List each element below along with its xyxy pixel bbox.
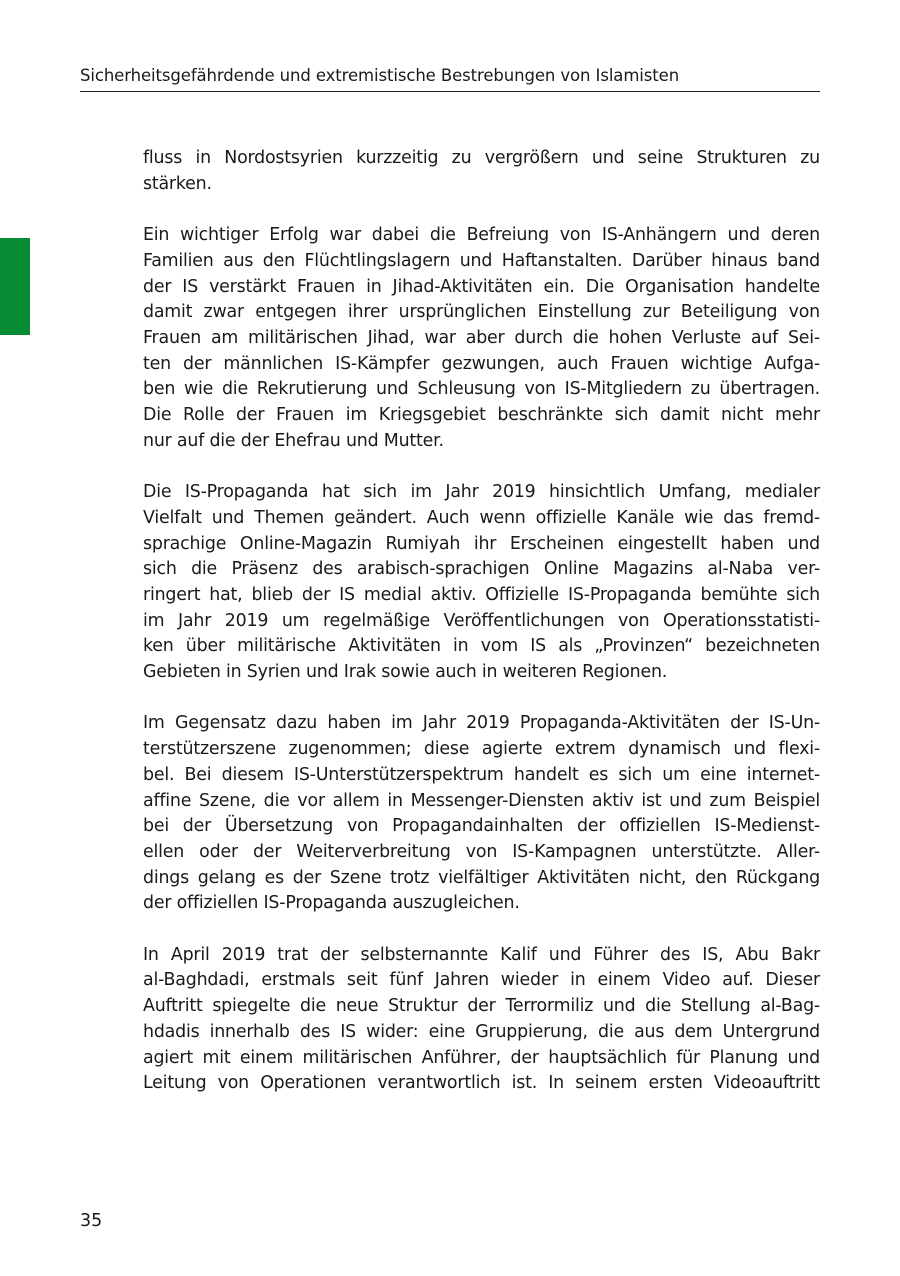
text-line: hdadis innerhalb des IS wider: eine Gruppierung, die aus dem Untergrund [143,1021,820,1042]
paragraph [143,711,820,917]
header-rule [80,91,820,92]
paragraph [143,480,820,686]
text-line: Auftritt spiegelte die neue Struktur der Terrormiliz und die Stellung al-Bag- [143,996,820,1017]
paragraph [143,943,820,1097]
text-line: der offiziellen IS-Propaganda auszugleichen. [143,893,520,914]
body-text [143,146,820,1123]
text-line: Ein wichtiger Erfolg war dabei die Befreiung von IS-Anhängern und deren [143,225,820,246]
chapter-marker-tab [0,238,30,335]
text-line: dings gelang es der Szene trotz vielfältiger Aktivitäten nicht, den Rückgang [143,867,820,888]
text-line: Im Gegensatz dazu haben im Jahr 2019 Propaganda-Aktivitäten der IS-Un- [143,713,820,734]
text-line: al-Baghdadi, erstmals seit fünf Jahren wieder in einem Video auf. Dieser [143,970,820,991]
text-line: im Jahr 2019 um regelmäßige Veröffentlichungen von Operationsstatisti- [143,610,820,631]
text-line: terstützerszene zugenommen; diese agierte extrem dynamisch und flexi- [143,739,820,760]
text-line: Leitung von Operationen verantwortlich ist. In seinem ersten Videoauftritt [143,1073,820,1094]
text-line: ken über militärische Aktivitäten in vom IS als „Provinzen“ bezeichneten [143,636,820,657]
text-line: agiert mit einem militärischen Anführer, der hauptsächlich für Planung und [143,1047,820,1068]
text-line: affine Szene, die vor allem in Messenger-Diensten aktiv ist und zum Beispiel [143,790,820,811]
page-number: 35 [80,1211,103,1231]
text-line: stärken. [143,173,212,194]
text-line: ben wie die Rekrutierung und Schleusung von IS-Mitgliedern zu übertragen. [143,379,820,400]
text-line: der IS verstärkt Frauen in Jihad-Aktivitäten ein. Die Organisation handelte [143,276,820,297]
text-line: ten der männlichen IS-Kämpfer gezwungen, auch Frauen wichtige Aufga- [143,353,820,374]
text-line: damit zwar entgegen ihrer ursprünglichen Einstellung zur Beteiligung von [143,302,820,323]
text-line: sprachige Online-Magazin Rumiyah ihr Erscheinen eingestellt haben und [143,533,820,554]
text-line: Die Rolle der Frauen im Kriegsgebiet beschränkte sich damit nicht mehr [143,405,820,426]
paragraph [143,223,820,454]
text-line: bei der Übersetzung von Propagandainhalten der offiziellen IS-Medienst- [143,816,820,837]
text-line: Frauen am militärischen Jihad, war aber durch die hohen Verluste auf Sei- [143,327,820,348]
text-line: bel. Bei diesem IS-Unterstützerspektrum handelt es sich um eine internet- [143,764,820,785]
text-line: Vielfalt und Themen geändert. Auch wenn offizielle Kanäle wie das fremd- [143,507,820,528]
text-line: ellen oder der Weiterverbreitung von IS-Kampagnen unterstützte. Aller- [143,841,820,862]
running-header: Sicherheitsgefährdende und extremistische Bestrebungen von Islamisten [80,66,680,85]
text-line: sich die Präsenz des arabisch-sprachigen Online Magazins al-Naba ver- [143,559,820,580]
text-line: Gebieten in Syrien und Irak sowie auch in weiteren Regionen. [143,662,668,683]
text-line: nur auf die der Ehefrau und Mutter. [143,430,444,451]
text-line: Die IS-Propaganda hat sich im Jahr 2019 hinsichtlich Umfang, medialer [143,482,820,503]
text-line: In April 2019 trat der selbsternannte Kalif und Führer des IS, Abu Bakr [143,944,820,965]
text-line: ringert hat, blieb der IS medial aktiv. Offizielle IS-Propaganda bemühte sich [143,584,820,605]
text-line: Familien aus den Flüchtlingslagern und Haftanstalten. Darüber hinaus band [143,250,820,271]
paragraph [143,146,820,197]
text-line: fluss in Nordostsyrien kurzzeitig zu vergrößern und seine Strukturen zu [143,148,820,168]
